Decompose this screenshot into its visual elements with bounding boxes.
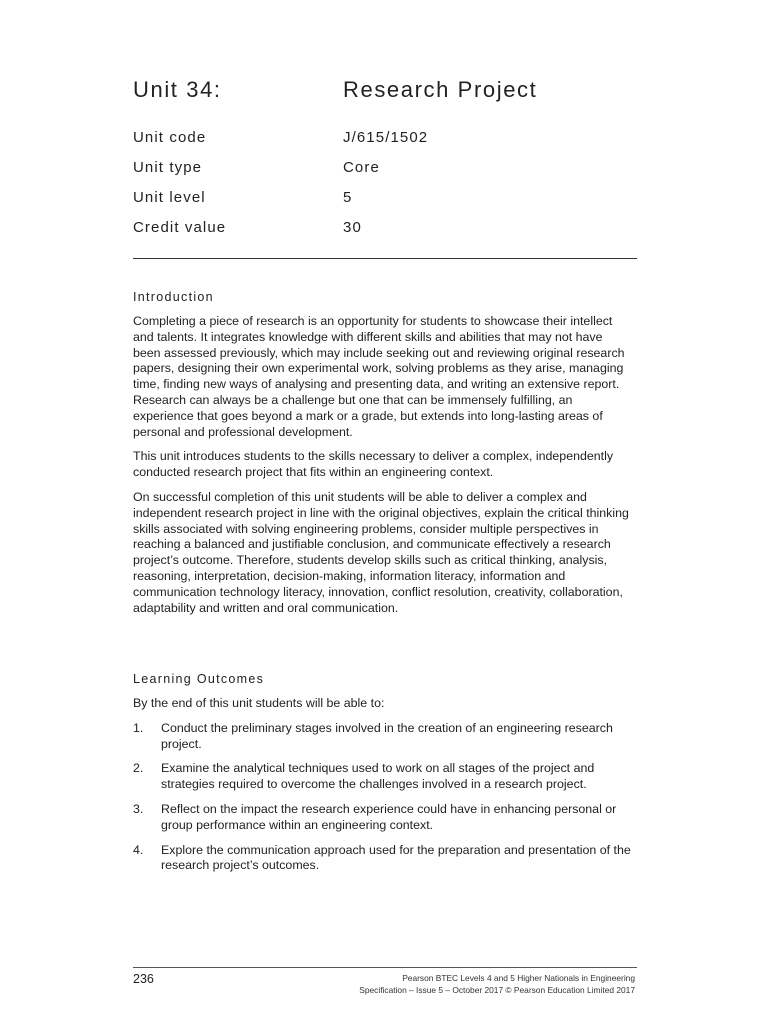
unit-code-row xyxy=(133,129,637,159)
learning-outcome-item xyxy=(133,802,633,834)
learning-outcome-text: Examine the analytical techniques used to work on all stages of the project and strategies required to overcome the challenges involved in a research project. xyxy=(161,761,595,792)
introduction-heading: Introduction xyxy=(133,290,214,304)
learning-outcomes-body xyxy=(133,696,633,883)
introduction-paragraph: Completing a piece of research is an opportunity for students to showcase their intellect and talents. It integrates knowledge with different skills and abilities that may not have been assessed previously, which may include seeking out and reviewing original research papers, designing their own experimental work, solving problems as they arise, managing time, finding new ways of analysing and presenting data, and writing an extensive report. Research can always be a challenge but one that can be immensely fulfilling, an experience that goes beyond a mark or a grade, but extends into long-lasting areas of personal and professional development. xyxy=(133,314,625,439)
page-number: 236 xyxy=(133,972,154,986)
learning-outcome-text: Reflect on the impact the research experience could have in enhancing personal or group performance within an engineering context. xyxy=(161,801,617,832)
learning-outcomes-lead: By the end of this unit students will be able to: xyxy=(133,696,385,710)
header-divider xyxy=(133,258,637,259)
learning-outcome-number: 3. xyxy=(133,801,144,816)
footer-divider xyxy=(133,967,637,968)
credit-value-value: 30 xyxy=(343,219,362,236)
unit-level-label: Unit level xyxy=(133,189,206,206)
unit-details xyxy=(133,129,637,249)
introduction-body xyxy=(133,314,633,625)
learning-outcomes-heading: Learning Outcomes xyxy=(133,672,265,686)
credit-value-label: Credit value xyxy=(133,219,227,236)
unit-type-label: Unit type xyxy=(133,159,203,176)
unit-name: Research Project xyxy=(343,77,538,102)
credit-value-row xyxy=(133,219,637,249)
unit-code-label: Unit code xyxy=(133,129,207,146)
footer-title: Pearson BTEC Levels 4 and 5 Higher Nationals in Engineering xyxy=(402,973,635,983)
unit-type-value: Core xyxy=(343,159,380,176)
unit-level-value: 5 xyxy=(343,189,353,206)
learning-outcome-number: 2. xyxy=(133,761,144,776)
unit-code-value: J/615/1502 xyxy=(343,129,429,146)
introduction-paragraph: This unit introduces students to the skills necessary to deliver a complex, independently conducted research project that fits within an engineering context. xyxy=(133,449,614,480)
introduction-paragraph: On successful completion of this unit students will be able to deliver a complex and independent research project in line with the original objectives, explain the critical thinking skills associated with solving engineering problems, consider multiple perspectives in reaching a balanced and justifiable conclusion, and communicate effectively a research project’s outcome. Therefore, students develop skills such as critical thinking, analysis, reasoning, interpretation, decision-making, information literacy, information and communication technology literacy, innovation, conflict resolution, creativity, collaboration, adaptability and written and oral communication. xyxy=(133,489,629,615)
footer-issue: Specification – Issue 5 – October 2017 © Pearson Education Limited 2017 xyxy=(359,985,635,995)
learning-outcome-item xyxy=(133,843,633,875)
learning-outcome-text: Conduct the preliminary stages involved in the creation of an engineering research project. xyxy=(161,720,613,751)
unit-type-row xyxy=(133,159,637,189)
unit-level-row xyxy=(133,189,637,219)
learning-outcome-number: 4. xyxy=(133,842,144,857)
footer-publication-info xyxy=(359,972,635,996)
learning-outcome-text: Explore the communication approach used for the preparation and presentation of the research project’s outcomes. xyxy=(161,842,631,873)
unit-number: Unit 34: xyxy=(133,77,222,102)
learning-outcomes-list xyxy=(133,721,633,874)
learning-outcome-item xyxy=(133,721,633,753)
learning-outcome-item xyxy=(133,761,633,793)
learning-outcome-number: 1. xyxy=(133,720,144,735)
